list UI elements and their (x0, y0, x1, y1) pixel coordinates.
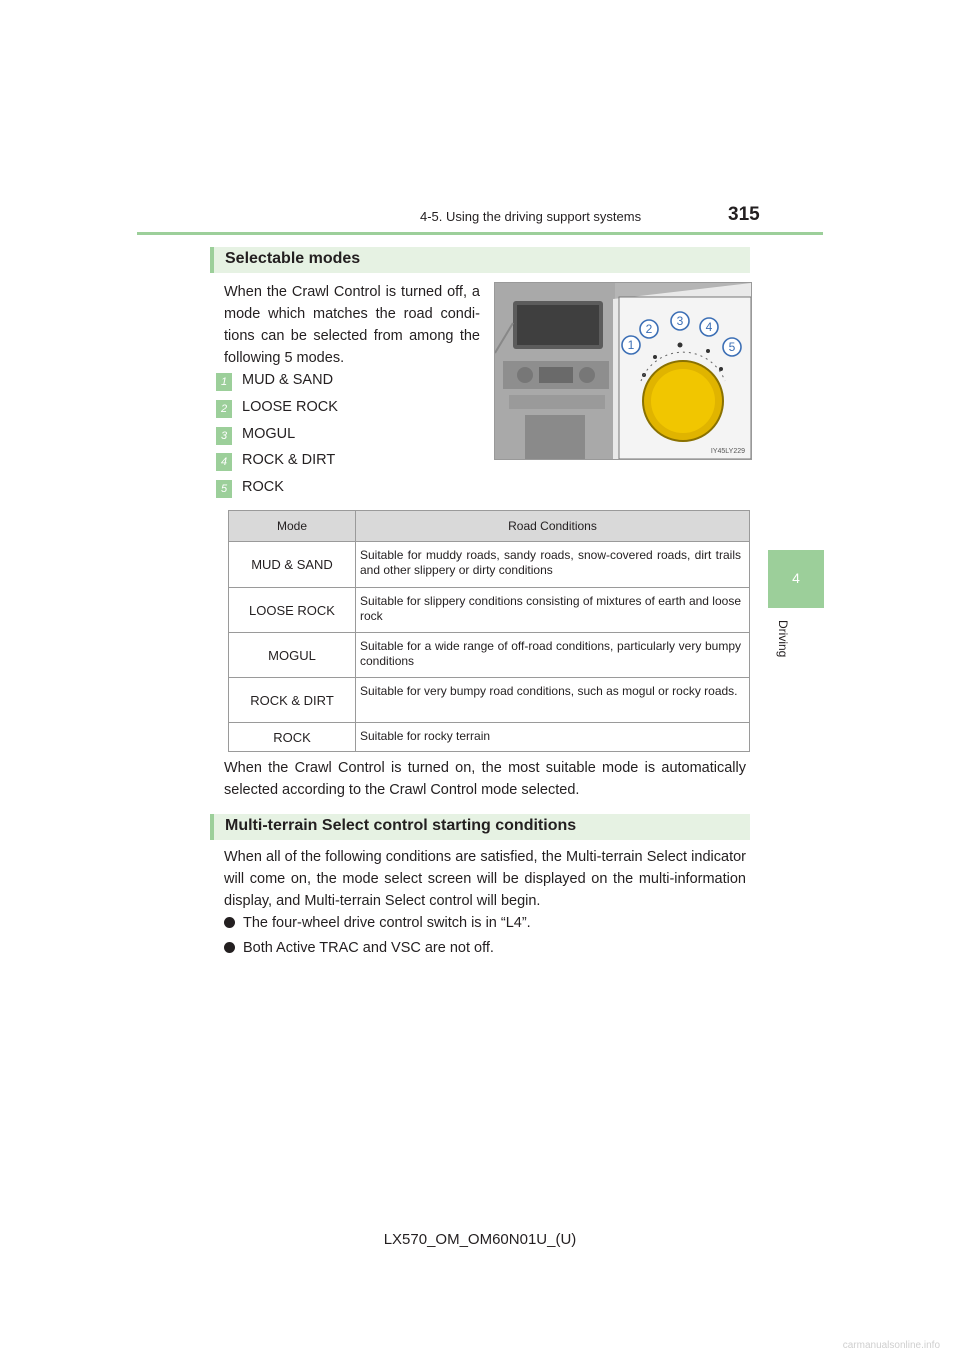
figure-callout-3: 3 (676, 314, 684, 328)
list-item (216, 372, 516, 396)
table-row (229, 723, 750, 752)
section-heading-selectable-modes (210, 247, 750, 273)
figure-callout-4: 4 (705, 320, 713, 334)
table-header-mode: Mode (229, 511, 356, 542)
bullet-icon (224, 942, 235, 953)
running-header-section: 4-5. Using the driving support systems (420, 209, 642, 224)
intro-line: tions can be selected from among the (224, 328, 480, 344)
table-row (229, 633, 750, 678)
header-rule (137, 232, 823, 235)
table-header-row (229, 511, 750, 542)
table-cell-conditions: Suitable for slippery conditions consisting of mixtures of earth and loose rock (356, 588, 750, 633)
figure-callout-2: 2 (645, 322, 653, 336)
bullet-icon (224, 917, 235, 928)
condition-bullet (224, 940, 494, 956)
table-cell-mode: LOOSE ROCK (229, 588, 356, 633)
callout-number: 2 (216, 400, 232, 418)
table-cell-mode: ROCK & DIRT (229, 678, 356, 723)
chapter-tab-label-wrap (776, 620, 796, 680)
intro-line: When the Crawl Control is turned off, a (224, 284, 480, 300)
table-row (229, 588, 750, 633)
table-row (229, 678, 750, 723)
callout-number: 5 (216, 480, 232, 498)
bullet-text: The four-wheel drive control switch is in “L4”. (243, 915, 531, 931)
table-cell-mode: MUD & SAND (229, 542, 356, 588)
table-cell-conditions: Suitable for muddy roads, sandy roads, snow-covered roads, dirt trails and other slippery or dirty conditions (356, 542, 750, 588)
table-header-conditions: Road Conditions (356, 511, 750, 542)
figure-callout-1: 1 (627, 338, 635, 352)
list-item (216, 426, 516, 450)
watermark: carmanualsonline.info (842, 1340, 940, 1351)
table-cell-mode: ROCK (229, 723, 356, 752)
selectable-modes-intro (224, 281, 480, 369)
mode-label: MOGUL (242, 426, 296, 442)
chapter-tab-number: 4 (792, 570, 800, 586)
page-number: 315 (728, 204, 760, 225)
chapter-tab-label: Driving (776, 620, 790, 658)
document-code-footer: LX570_OM_OM60N01U_(U) (383, 1231, 577, 1248)
mode-label: ROCK & DIRT (242, 452, 336, 468)
section-heading-text: Selectable modes (225, 250, 361, 267)
callout-number: 1 (216, 373, 232, 391)
list-item (216, 479, 516, 503)
table-row (229, 542, 750, 588)
dashboard-dial-illustration (494, 282, 752, 460)
callout-number: 4 (216, 453, 232, 471)
intro-line: following 5 modes. (224, 350, 345, 366)
mode-label: ROCK (242, 479, 284, 495)
bullet-text: Both Active TRAC and VSC are not off. (243, 940, 494, 956)
mode-label: LOOSE ROCK (242, 399, 338, 415)
section-heading-text: Multi-terrain Select control starting conditions (225, 817, 577, 834)
table-cell-mode: MOGUL (229, 633, 356, 678)
multi-terrain-intro: When all of the following conditions are satisfied, the Multi-terrain Select indicator will come on, the mode select screen will be displayed on the multi-information display, and Multi-terrain Select control will begin. (224, 849, 746, 909)
crawl-control-note: When the Crawl Control is turned on, the most suitable mode is automatically selected according to the Crawl Control mode selected. (224, 760, 746, 798)
figure-code: IY45LY229 (710, 448, 745, 455)
list-item (216, 399, 516, 423)
table-cell-conditions: Suitable for rocky terrain (356, 723, 750, 752)
table-cell-conditions: Suitable for a wide range of off-road conditions, particularly very bumpy conditions (356, 633, 750, 678)
mode-label: MUD & SAND (242, 372, 334, 388)
intro-line: mode which matches the road condi- (224, 306, 480, 322)
table-cell-conditions: Suitable for very bumpy road conditions, such as mogul or rocky roads. (356, 678, 750, 723)
callout-number: 3 (216, 427, 232, 445)
list-item (216, 452, 516, 476)
section-heading-multi-terrain (210, 814, 750, 840)
modes-table (228, 510, 750, 752)
condition-bullet (224, 915, 531, 931)
figure-callout-5: 5 (728, 340, 736, 354)
dashboard-dial-svg (495, 283, 751, 459)
